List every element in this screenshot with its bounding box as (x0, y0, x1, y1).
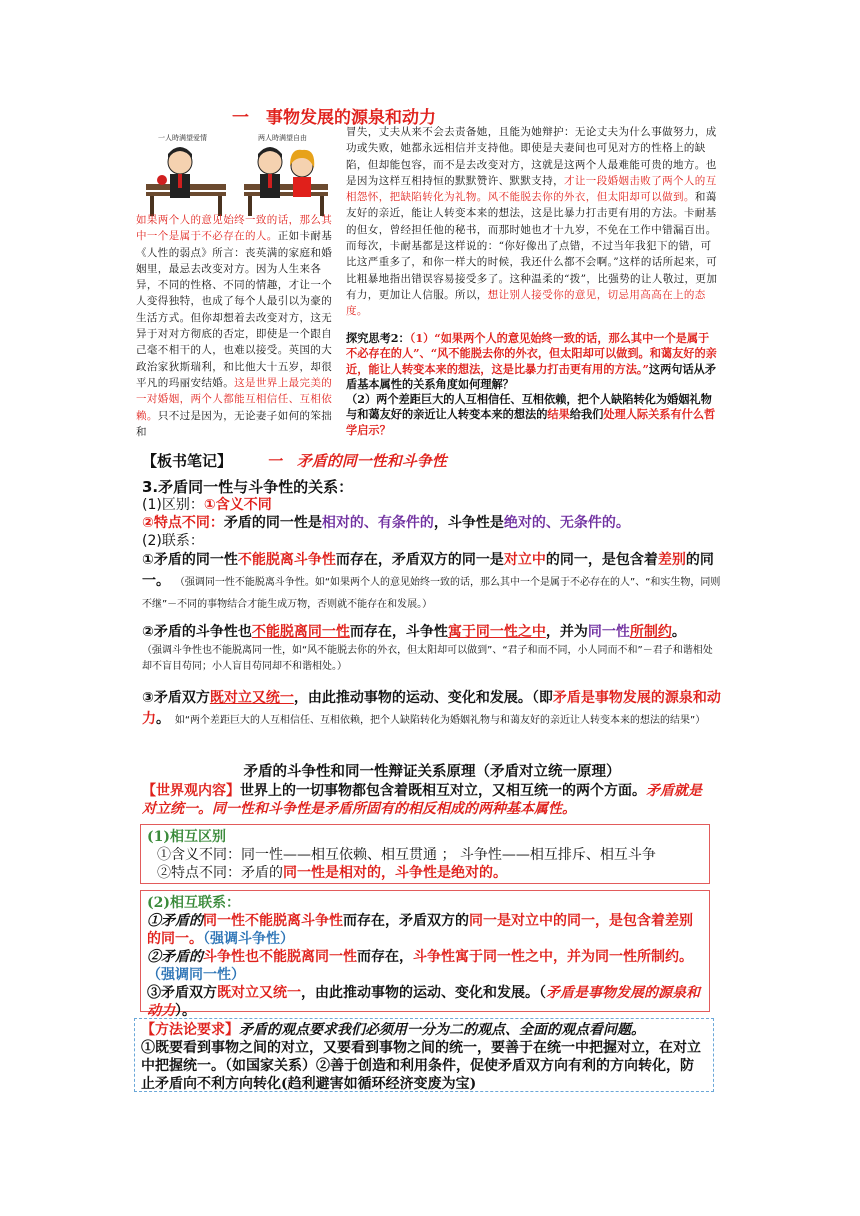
right-story-text (346, 124, 718, 320)
link-3: ③矛盾双方既对立又统一，由此推动事物的运动、变化和发展。（即矛盾是事物发展的源泉和动力。 如“两个差距巨大的人互相信任、互相依赖，把个人缺陷转化为婚姻礼物与和蔼友好的亲近让人转变本来的想法的结果”） (142, 690, 721, 727)
connection-title: (2)相互联系： (147, 895, 240, 911)
right-quote-red: 才让一段婚姻击败了两个人的互相怨怀，把缺陷转化为礼物。 (346, 174, 717, 204)
cartoon-caption-left: 一人時满望爱情 (158, 134, 207, 142)
connection-line-2: ②矛盾的斗争性也不能脱离同一性而存在，斗争性寓于同一性之中，并为同一性所制约。（强调同一性） (147, 949, 693, 983)
connection-line-1: ①矛盾的同一性不能脱离斗争性而存在，矛盾双方的同一是对立中的同一，是包含着差别的同一。（强调斗争性） (147, 913, 693, 947)
link-2: ②矛盾的斗争性也不能脱离同一性而存在，斗争性寓于同一性之中，并为同一性所制约。 （强调斗争性也不能脱离同一性，如“风不能脱去你的外衣，但太阳却可以做到”、“君子和而不同，小人同而不和”－君子和谐相处却不盲目苟同；小人盲目苟同却不和谐相处。） (142, 622, 722, 675)
link-heading: (2)联系： (142, 533, 204, 549)
right-body: 冒失，丈夫从来不会去责备她，且能为她辩护：无论丈夫为什么事做努力，成功或失败，她都永远相信并支持他。即使是夫妻间也可见对方的性格上的缺陷，但却能包容，而不是去改变对方，这就是这两个人最难能可贵的地方。也是因为这样互相持恒的默默赞许、默默支持， (346, 126, 717, 187)
methodology-line-1: 【方法论要求】矛盾的观点要求我们必须用一分为二的观点、全面的观点看问题。 (141, 1022, 645, 1038)
cartoon-illustration (140, 128, 332, 220)
diff-line: (1)区别：①含义不同 (142, 497, 272, 513)
distinction-line-1: ①含义不同：同一性——相互依赖、相互贯通 ； 斗争性——相互排斥、相互斗争 (157, 847, 656, 863)
relation-heading: 3.矛盾同一性与斗争性的关系： (142, 478, 354, 496)
methodology-box (134, 1018, 714, 1092)
probe-label: 探究思考2： (346, 331, 410, 345)
left-quote-red-2: 这是世界上最完美的一对婚姻，两个人都能互相信任、互相依赖。 (136, 376, 333, 422)
probe-question (346, 331, 720, 438)
diff-b-line: ②特点不同：矛盾的同一性是相对的、有条件的，斗争性是绝对的、无条件的。 (142, 515, 630, 531)
connection-box (140, 890, 710, 1019)
principle-title: 矛盾的斗争性和同一性辩证关系原理（矛盾对立统一原理） (243, 763, 621, 780)
right-quote-red-2: 风不能脱去你的外衣，但太阳却可以做到。 (487, 191, 695, 204)
left-body: 正如卡耐基《人性的弱点》所言：丧英满的家庭和婚姻里，最忌去改变对方。因为人生来各异，不同的性格、不同的情趣，才让一个人变得独特，也成了每个人最引以为豪的生活方式。但你却想着去改变对方，这无异于对对方彻底的否定，即使是一个跟自己毫不相干的人，也难以接受。英国的大政治家狄斯瑞利，和比他大十五岁，却很平凡的玛丽安结婚。 (136, 230, 333, 389)
cartoon-caption-right: 两人時满望自由 (258, 134, 307, 142)
probe-q2a: （2）两个差距巨大的人互相信任、互相依赖，把个人缺陷转化为婚姻礼物与和蔼友好的亲近让人转变本来的想法的 (346, 392, 712, 422)
board-header (142, 450, 447, 471)
link-3-note: 如“两个差距巨大的人互相信任、互相依赖，把个人缺陷转化为婚姻礼物与和蔼友好的亲近让人转变本来的想法的结果”） (174, 715, 706, 726)
distinction-box (140, 824, 710, 884)
board-label: 【板书笔记】 (142, 452, 233, 470)
link-1: ①矛盾的同一性不能脱离斗争性而存在，矛盾双方的同一是对立中的同一，是包含着差别的同一。 （强调同一性不能脱离斗争性。如“如果两个人的意见始终一致的话，那么其中一个是属于不必存在的人”、“和实生物，同则不继”－不同的事物结合才能生成万物，否则就不能存在和发展。） (142, 552, 721, 610)
connection-line-3: ③矛盾双方既对立又统一，由此推动事物的运动、变化和发展。（矛盾是事物发展的源泉和动力）。 (147, 985, 700, 1019)
section-title: 一 事物发展的源泉和动力 (232, 108, 436, 128)
board-title: 一 矛盾的同一性和斗争性 (266, 452, 447, 470)
left-quote-red: 如果两个人的意见始终一致的话，那么其中一个是属于不必存在的人。 (136, 214, 333, 243)
left-story-text (136, 212, 340, 440)
relation-section (142, 478, 722, 550)
link-2-note: （强调斗争性也不能脱离同一性，如“风不能脱去你的外衣，但太阳却可以做到”、“君子和而不同，小人同而不和”－君子和谐相处却不盲目苟同；小人盲目苟同却不和谐相处。） (142, 645, 713, 672)
probe-q1: （1）“如果两个人的意见始终一致的话，那么其中一个是属于不必存在的人”、“风不能脱去你的外衣，但太阳却可以做到。和蔼友好的亲近，能让人转变本来的想法，这是比暴力打击更有用的方法。” (346, 331, 717, 376)
probe-q2c: 给我们 (569, 407, 604, 422)
right-body-2: 和蔼友好的亲近，能让人转变本来的想法，这是比暴力打击更有用的方法。卡耐基的 (346, 191, 717, 236)
distinction-title: (1)相互区别 (147, 829, 226, 845)
left-body-2: 只不过是因为，无论妻子如何的笨拙和 (136, 409, 333, 438)
probe-q1b: 这两句话从矛盾基本属性的关系角度如何理解？ (346, 361, 717, 391)
link-1-note: （强调同一性不能脱离斗争性。如“如果两个人的意见始终一致的话，那么其中一个是属于不必存在的人”、“和实生物，同则不继”－不同的事物结合才能生成万物，否则就不能存在和发展。） (142, 577, 721, 610)
worldview-label: 【世界观内容】 (142, 783, 240, 799)
methodology-label: 【方法论要求】 (141, 1022, 239, 1038)
probe-q2d: 处理人际关系有什么哲学启示？ (346, 407, 716, 437)
probe-q2b: 结果 (547, 407, 570, 422)
right-body-3: 但女，曾经担任他的秘书，而那时她也才十九岁，不免在工作中错漏百出。而每次，卡耐基都是这样说的：“你好像出了点错，不过当年我犯下的错，可比这严重多了，和你一样大的时候，我还什么都不会啊。”这样的话所起来，可比粗暴地指出错误容易接受多了。这种温柔的“拨”，比强势的让人敬过，更加有力，更加让人信服。所以， (346, 223, 718, 301)
methodology-line-2: ①既要看到事物之间的对立，又要看到事物之间的统一，要善于在统一中把握对立，在对立中把握统一。（如国家关系）②善于创造和利用条件，促使矛盾双方向有利的方向转化，防止矛盾向不利方向转化(趋利避害如循环经济变废为宝) (141, 1040, 701, 1092)
diff-a: ①含义不同 (203, 497, 272, 513)
worldview: 【世界观内容】世界上的一切事物都包含着既相互对立，又相互统一的两个方面。矛盾就是对立统一。同一性和斗争性是矛盾所固有的相反相成的两种基本属性。 (142, 783, 702, 817)
right-quote-red-3: 想让别人接受你的意见，切忌用高高在上的态度。 (346, 288, 706, 318)
distinction-line-2: ②特点不同：矛盾的同一性是相对的，斗争性是绝对的。 (157, 865, 507, 881)
